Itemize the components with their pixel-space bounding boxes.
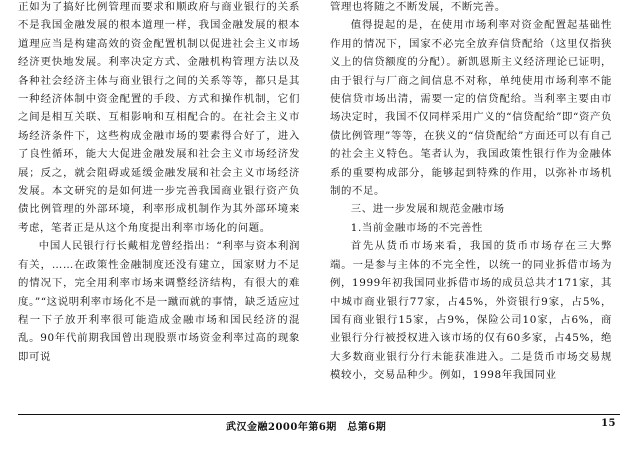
page-number: 15 bbox=[601, 418, 616, 429]
right-column bbox=[330, 0, 612, 385]
paragraph-right-2: 首先从货币市场来看，我国的货币市场存在三大弊端。一是参与主体的不完全性，以统一的同业拆借市场为例，1999年初我国同业拆借市场的成员总共才171家，其中城市商业银行77家，占45%，外资银行9家，占5%，国有商业银行15家，占9%，保险公司10家，占6%，商业银行分行被授权进入该市场的仅有60多家，占45%，绝大多数商业银行分行未能获准进入。二是货币市场交易规模较小，交易品种少。例如，1998年我国同业 bbox=[330, 240, 612, 382]
paragraph-right-0: 管理也将随之不断发展，不断完善。 bbox=[330, 1, 506, 13]
footer-divider bbox=[18, 414, 620, 415]
subsection-heading: 1.当前金融市场的不完善性 bbox=[350, 221, 483, 234]
left-column bbox=[18, 0, 300, 366]
journal-issue-label: 武汉金融2000年第6期 总第6期 bbox=[226, 422, 387, 433]
paragraph-right-1: 值得提起的是，在使用市场利率对资金配置起基础性作用的情况下，国家不必完全放弃信贷配给（这里仅指狭义上的信贷额度的分配）。新凯恩斯主义经济理论已证明，由于银行与厂商之间信息不对称，单纯使用市场利率不能使信贷市场出清，需要一定的信贷配给。当利率主要由市场决定时，我国不仅同样采用广义的“信贷配给”即“资产负债比例管理”等等，在狭义的“信贷配给”方面还可以有自己的社会主义特色。笔者认为，我国政策性银行作为金融体系的重要构成部分，能够起到特殊的作用，以弥补市场机制的不足。 bbox=[330, 19, 612, 198]
paragraph-left-2: 中国人民银行行长戴相龙曾经指出：“利率与资本利润有关，……在政策性金融制度还没有建立，国家财力不足的情况下，完全用利率市场来调整经济结构，有很大的难度。”“这说明利率市场化不是一蹴而就的事情，缺乏适应过程一下子放开利率很可能造成金融市场和国民经济的混乱。90年代前期我国曾出现股票市场资金利率过高的现象即可说 bbox=[18, 240, 300, 363]
paragraph-left-1: 正如为了搞好比例管理而要求和顺政府与商业银行的关系不是我国金融发展的根本道理一样，我国金融发展的根本道理应当是构建高效的资金配置机制以促进社会主义市场经济更快地发展。利率决定方式、金融机构管理方法以及各种社会经济主体与商业银行之间的关系等等，都只是其一种经济体制中资金配置的手段、方式和操作机制，它们之间是相互关联、互相影响和互相配合的。在社会主义市场经济条件下，这些构成金融市场的要素得合好了，进入了良性循环，能大大促进金融发展和社会主义市场经济发展；反之，就会阻碍或延缓金融发展和社会主义市场经济发展。本文研究的是如何进一步完善我国商业银行资产负债比例管理的外部环境，利率形成机制作为其外部环境来考虑，笔者正是从这个角度提出利率市场化的问题。 bbox=[18, 1, 300, 234]
section-heading: 三、进一步发展和规范金融市场 bbox=[350, 203, 505, 216]
